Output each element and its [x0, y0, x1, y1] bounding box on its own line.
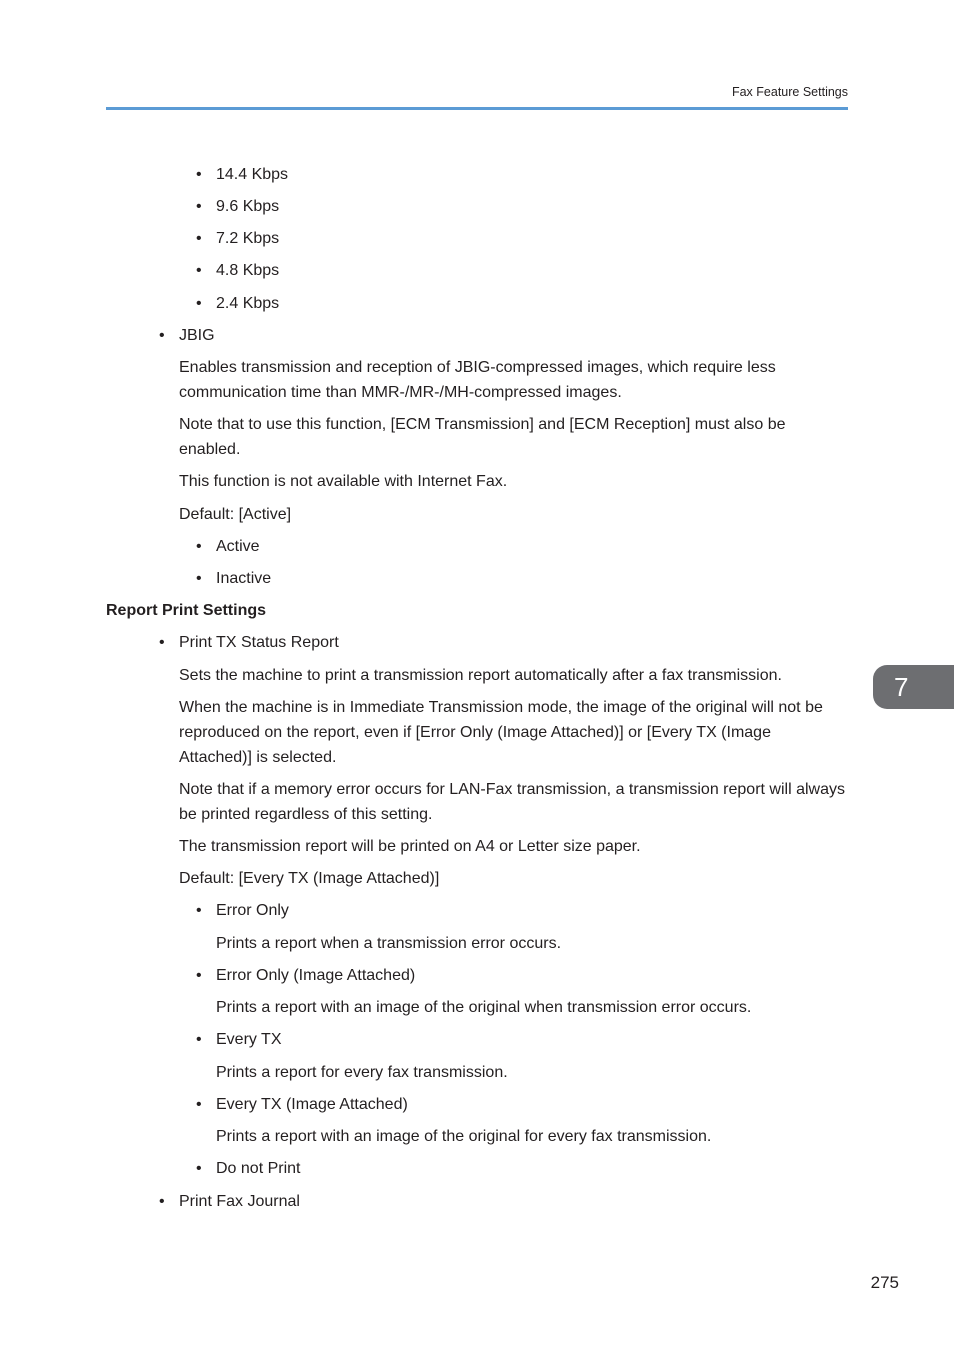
list-item-speed: 2.4 Kbps: [216, 295, 280, 312]
tx-status-memory-note: be printed regardless of this setting.: [179, 806, 433, 823]
bullet-icon: •: [159, 327, 165, 344]
bullet-icon: •: [196, 295, 202, 312]
jbig-note: enabled.: [179, 441, 241, 458]
bullet-icon: •: [159, 634, 165, 651]
list-item-option: Do not Print: [216, 1160, 301, 1177]
list-item-option: Active: [216, 538, 260, 555]
list-item-option: Error Only (Image Attached): [216, 967, 416, 984]
chapter-tab: 7: [873, 665, 954, 709]
list-item-option: Inactive: [216, 570, 272, 587]
jbig-note: Note that to use this function, [ECM Transmission] and [ECM Reception] must also be: [179, 416, 786, 433]
bullet-icon: •: [196, 262, 202, 279]
bullet-icon: •: [196, 570, 202, 587]
option-description: Prints a report with an image of the original when transmission error occurs.: [216, 999, 752, 1016]
section-heading: Report Print Settings: [106, 602, 267, 619]
list-item-speed: 4.8 Kbps: [216, 262, 280, 279]
bullet-icon: •: [196, 1031, 202, 1048]
jbig-description: communication time than MMR-/MR-/MH-compressed images.: [179, 384, 622, 401]
jbig-internet-fax-note: This function is not available with Internet Fax.: [179, 473, 508, 490]
option-description: Prints a report when a transmission error occurs.: [216, 935, 562, 952]
header-rule: [106, 107, 848, 110]
page-number: 275: [870, 1273, 899, 1292]
fax-journal-label: Print Fax Journal: [179, 1193, 300, 1210]
tx-status-memory-note: Note that if a memory error occurs for LAN-Fax transmission, a transmission report will always: [179, 781, 845, 798]
bullet-icon: •: [196, 198, 202, 215]
tx-status-paper-note: The transmission report will be printed on A4 or Letter size paper.: [179, 838, 641, 855]
bullet-icon: •: [196, 1096, 202, 1113]
list-item-option: Error Only: [216, 902, 289, 919]
running-header: Fax Feature Settings: [731, 85, 848, 99]
bullet-icon: •: [196, 166, 202, 183]
jbig-label: JBIG: [179, 327, 215, 344]
bullet-icon: •: [196, 1160, 202, 1177]
list-item-speed: 9.6 Kbps: [216, 198, 280, 215]
bullet-icon: •: [196, 230, 202, 247]
tx-status-immediate-note: When the machine is in Immediate Transmission mode, the image of the original will not be: [179, 699, 823, 716]
list-item-speed: 7.2 Kbps: [216, 230, 280, 247]
jbig-default: Default: [Active]: [179, 506, 292, 523]
list-item-option: Every TX (Image Attached): [216, 1096, 408, 1113]
jbig-description: Enables transmission and reception of JBIG-compressed images, which require less: [179, 359, 776, 376]
tx-status-label: Print TX Status Report: [179, 634, 339, 651]
option-description: Prints a report for every fax transmission.: [216, 1064, 508, 1081]
bullet-icon: •: [196, 538, 202, 555]
tx-status-default: Default: [Every TX (Image Attached)]: [179, 870, 440, 887]
bullet-icon: •: [196, 902, 202, 919]
tx-status-immediate-note: Attached)] is selected.: [179, 749, 337, 766]
list-item-option: Every TX: [216, 1031, 282, 1048]
option-description: Prints a report with an image of the original for every fax transmission.: [216, 1128, 712, 1145]
tx-status-immediate-note: reproduced on the report, even if [Error Only (Image Attached)] or [Every TX (Image: [179, 724, 771, 741]
list-item-speed: 14.4 Kbps: [216, 166, 289, 183]
bullet-icon: •: [159, 1193, 165, 1210]
bullet-icon: •: [196, 967, 202, 984]
tx-status-description: Sets the machine to print a transmission report automatically after a fax transmission.: [179, 667, 782, 684]
